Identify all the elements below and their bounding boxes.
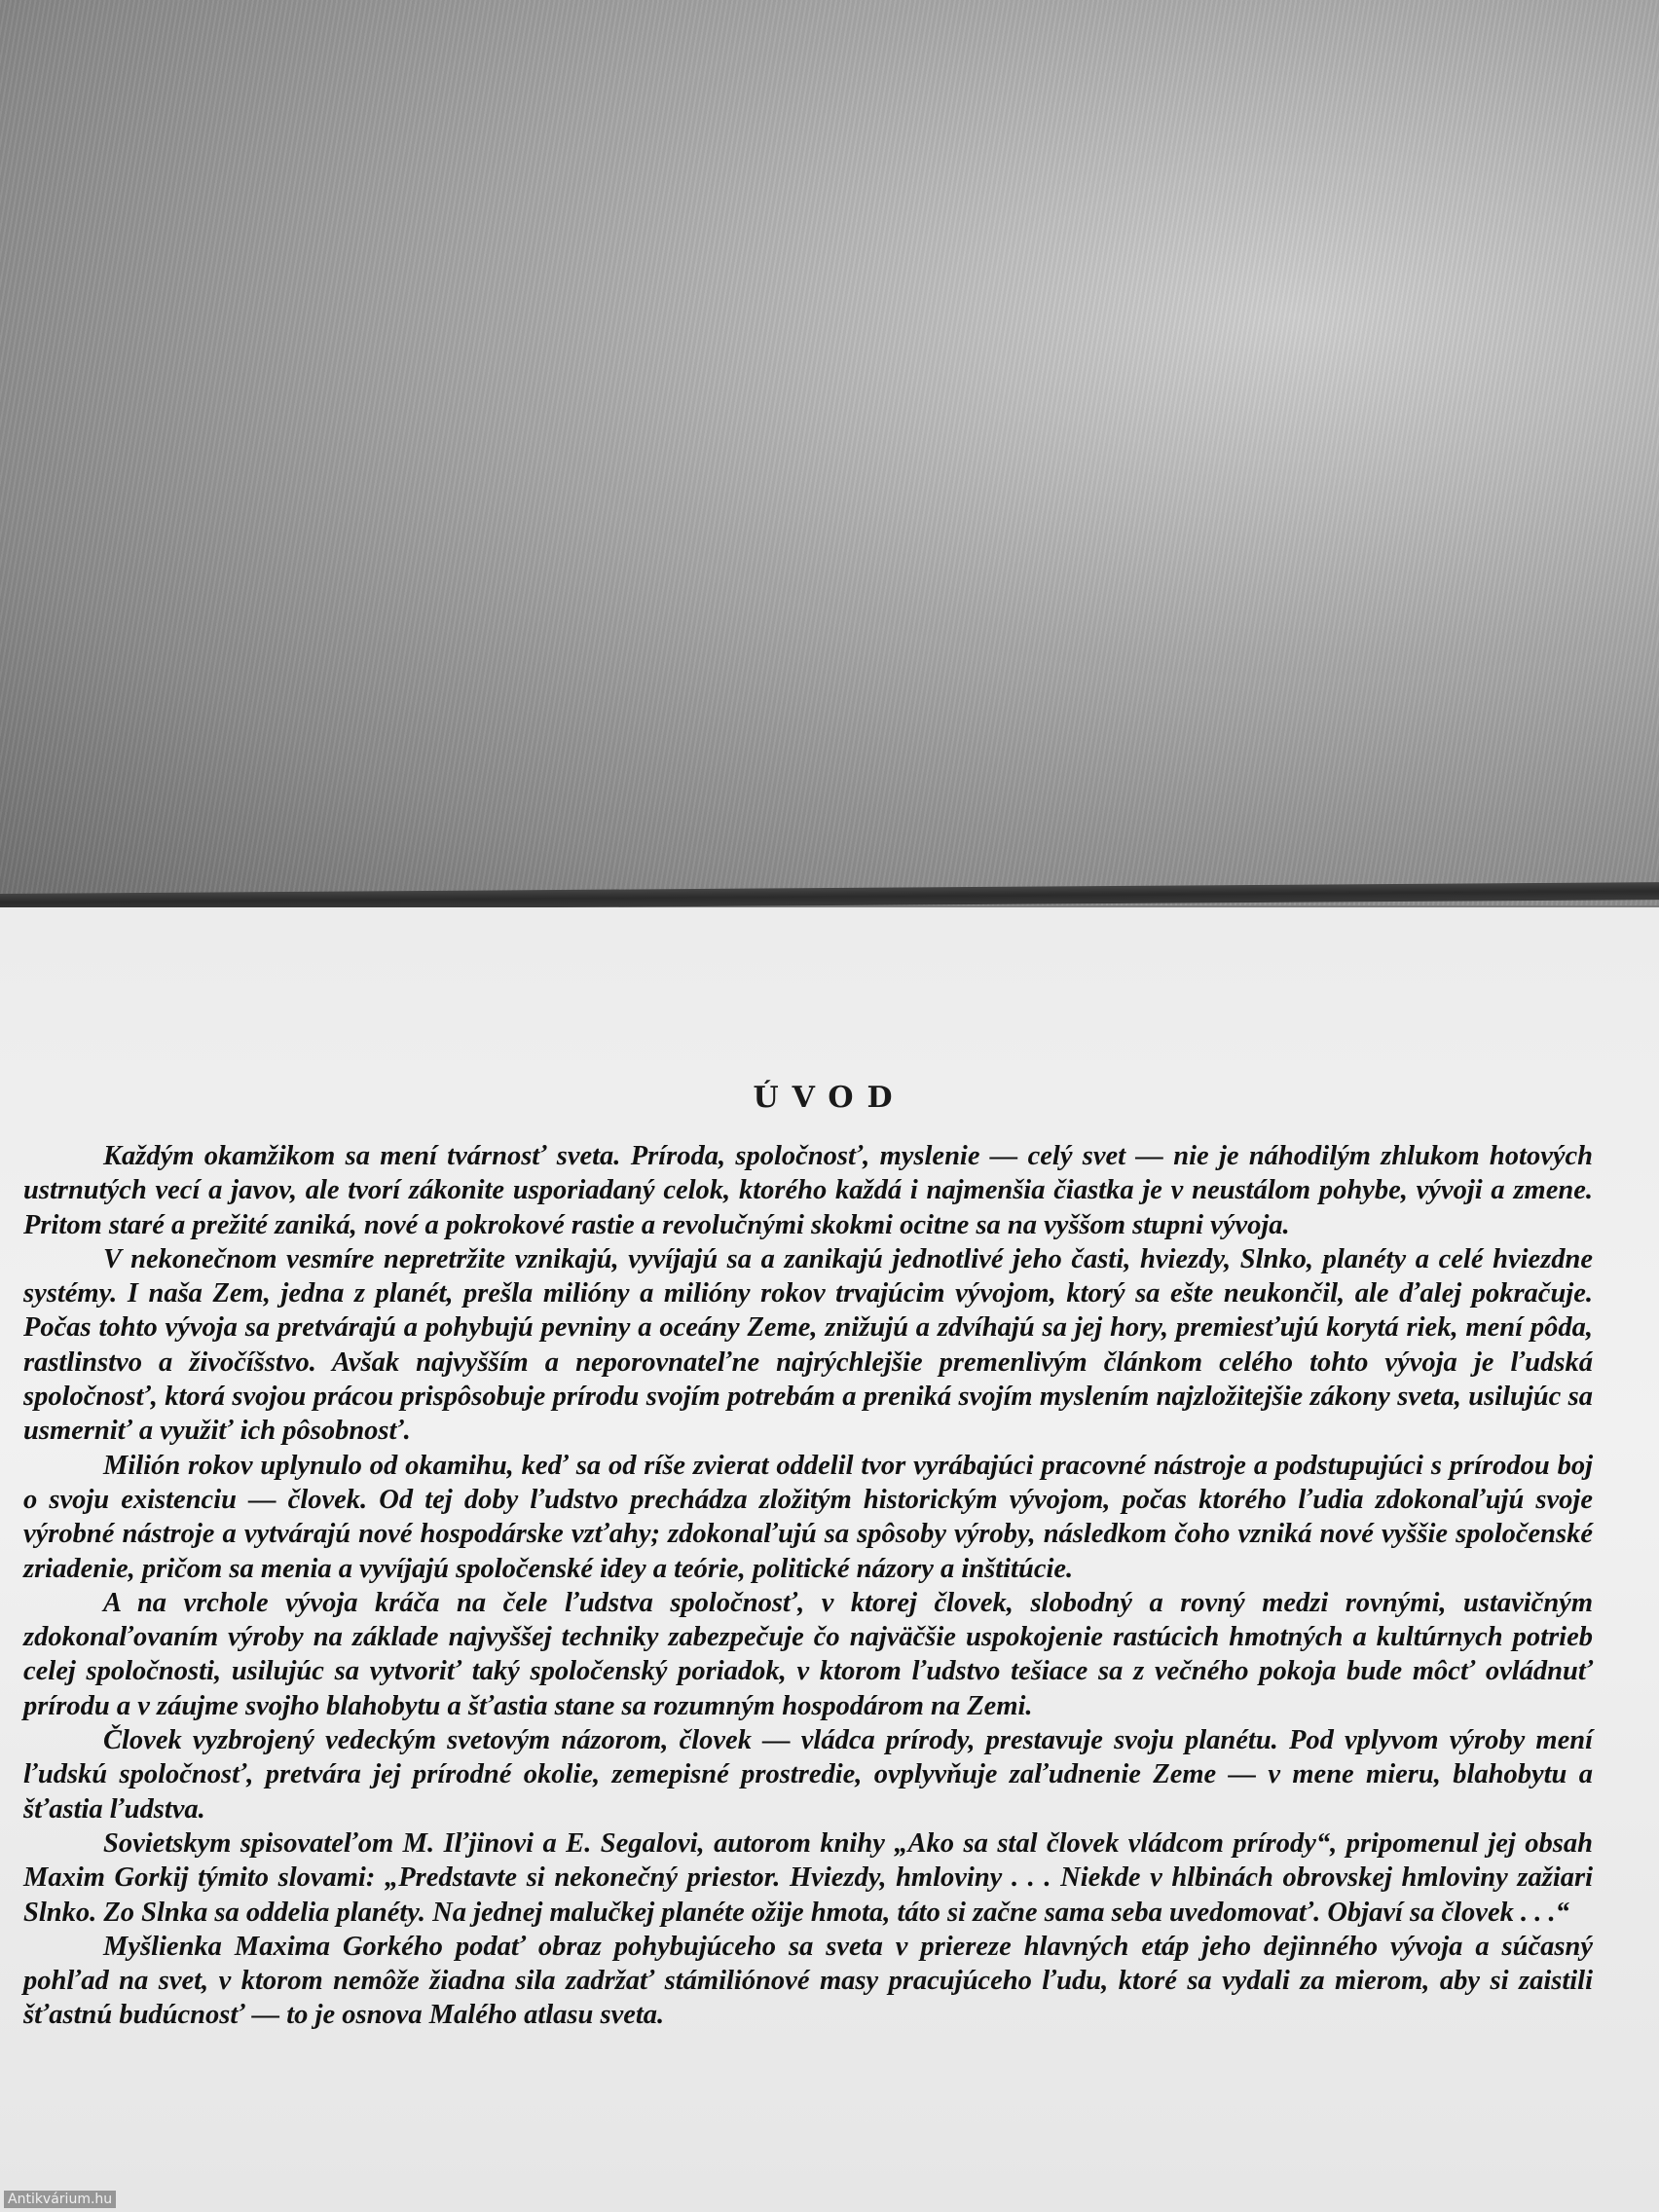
- paragraph-2: V nekonečnom vesmíre nepretržite vznikajú, vyvíjajú sa a zanikajú jednotlivé jeho časti, hviezdy, Slnko, planéty a celé hviezdne systémy. I naša Zem, jedna z planét, prešla milióny a milióny rokov trvajúcim vývojom, ktorý sa ešte neukončil, ale ďalej pokračuje. Počas tohto vývoja sa pretvárajú a pohybujú pevniny a oceány Zeme, znižujú a zdvíhajú sa jej hory, premiesťujú korytá riek, mení pôda, rastlinstvo a živočíšstvo. Avšak najvyšším a neporovnateľne najrýchlejšie premenlivým článkom celého tohto vývoja je ľudská spoločnosť, ktorá svojou prácou prispôsobuje prírodu svojím potrebám a preniká svojím myslením najzložitejšie zákony sveta, usilujúc sa usmerniť a využiť ich pôsobnosť.: [23, 1243, 1593, 1447]
- paragraph-5: Človek vyzbrojený vedeckým svetovým názorom, človek — vládca prírody, prestavuje svoju planétu. Pod vplyvom výroby mení ľudskú spoločnosť, pretvára jej prírodné okolie, zemepisné prostredie, ovplyvňuje zaľudnenie Zeme — v mene mieru, blahobytu a šťastia ľudstva.: [23, 1725, 1593, 1825]
- body-text: [23, 1139, 1593, 2033]
- paragraph-1: Každým okamžikom sa mení tvárnosť sveta. Príroda, spoločnosť, myslenie — celý svet — nie je náhodilým zhlukom hotových ustrnutých vecí a javov, ale tvorí zákonite usporiadaný celok, ktorého každá i najmenšia čiastka je v neustálom pohybe, vývoji a zmene. Pritom staré a prežité zaniká, nové a pokrokové rastie a revolučnými skokmi ocitne sa na vyššom stupni vývoja.: [23, 1141, 1593, 1240]
- book-page: [0, 907, 1659, 2212]
- book-cover-background: [0, 0, 1659, 905]
- watermark: Antikvárium.hu: [4, 2191, 116, 2208]
- paragraph-6: Sovietskym spisovateľom M. Iľjinovi a E. Segalovi, autorom knihy „Ako sa stal človek vládcom prírody“, pripomenul jej obsah Maxim Gorkij týmito slovami: „Predstavte si nekonečný priestor. Hviezdy, hmloviny . . . Niekde v hlbinách obrovskej hmloviny zažiari Slnko. Zo Slnka sa oddelia planéty. Na jednej malučkej planéte ožije hmota, táto si začne sama seba uvedomovať. Objaví sa človek . . .“: [23, 1827, 1593, 1928]
- paragraph-3: Milión rokov uplynulo od okamihu, keď sa od ríše zvierat oddelil tvor vyrábajúci pracovné nástroje a podstupujúci s prírodou boj o svoju existenciu — človek. Od tej doby ľudstvo prechádza zložitým historickým vývojom, počas ktorého ľudia zdokonaľujú svoje výrobné nástroje a vytvárajú nové hospodárske vzťahy; zdokonaľujú sa spôsoby výroby, následkom čoho vzniká nové vyššie spoločenské zriadenie, pričom sa menia a vyvíjajú spoločenské idey a teórie, politické názory a inštitúcie.: [23, 1450, 1593, 1584]
- paragraph-4: A na vrchole vývoja kráča na čele ľudstva spoločnosť, v ktorej človek, slobodný a rovný medzi rovnými, ustavičným zdokonaľovaním výroby na základe najvyššej techniky zabezpečuje čo najväčšie uspokojenie rastúcich hmotných a kultúrnych potrieb celej spoločnosti, usilujúc sa vytvoriť taký spoločenský poriadok, v ktorom ľudstvo tešiace sa z večného pokoja bude môcť ovládnuť prírodu a v záujme svojho blahobytu a šťastia stane sa rozumným hospodárom na Zemi.: [23, 1587, 1593, 1721]
- page-title: ÚVOD: [753, 1081, 906, 1115]
- paragraph-7: Myšlienka Maxima Gorkého podať obraz pohybujúceho sa sveta v priereze hlavných etáp jeho dejinného vývoja a súčasný pohľad na svet, v ktorom nemôže žiadna sila zadržať stámiliónové masy pracujúceho ľudu, ktoré sa vydali za mierom, aby si zaistili šťastnú budúcnosť — to je osnova Malého atlasu sveta.: [23, 1931, 1593, 2031]
